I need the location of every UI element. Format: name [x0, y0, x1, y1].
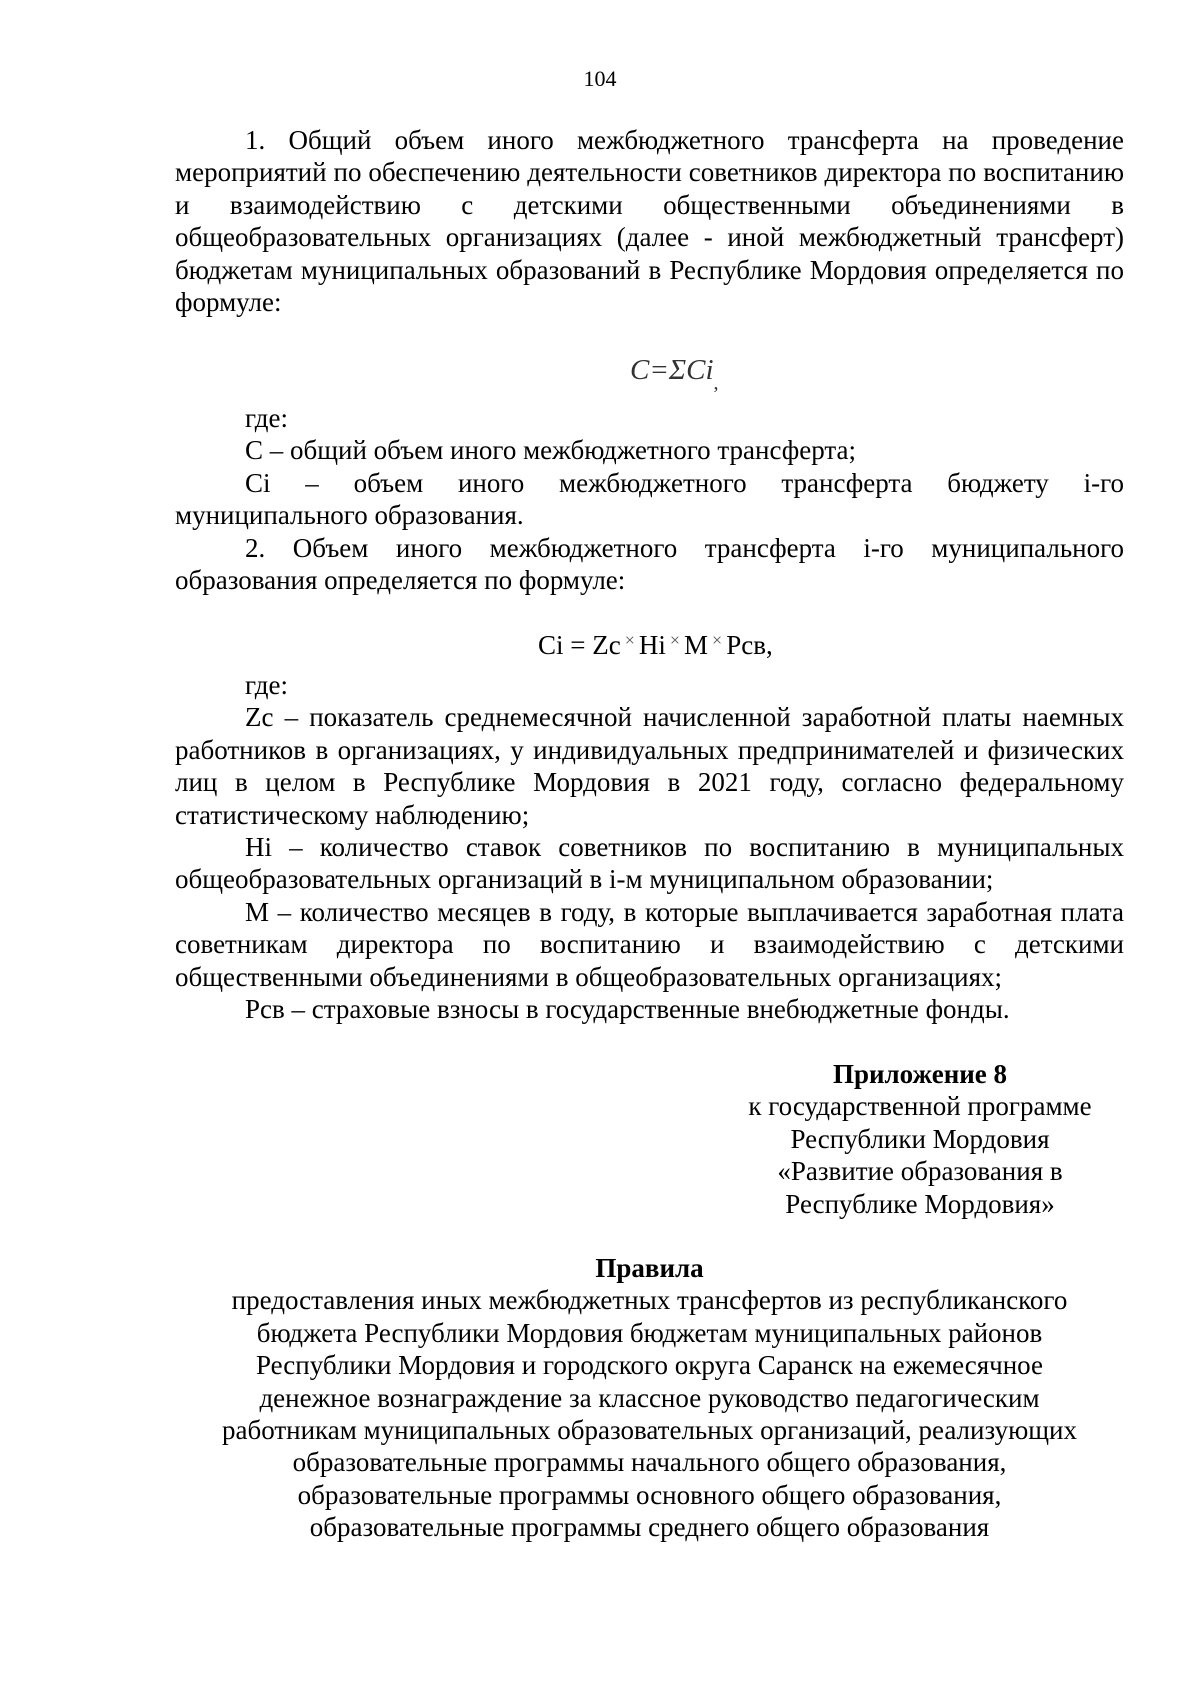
paragraph-1: 1. Общий объем иного межбюджетного трансферта на проведение мероприятий по обеспечению деятельности советников директора по воспитанию и взаимодействию с детскими общественными объединениями в общеобразовательных организациях (далее - иной межбюджетный трансферт) бюджетам муниципальных образований в Республике Мордовия определяется по формуле:: [175, 125, 1124, 318]
formula-municipal-transfer: [538, 629, 773, 664]
multiply-sign: ×: [712, 630, 723, 650]
section-1: [175, 124, 1124, 318]
where-label-1: где:: [245, 403, 288, 433]
rules-line: бюджета Республики Мордовия бюджетам муниципальных районов: [256, 1317, 1043, 1348]
formula-total-transfer: [630, 354, 719, 394]
rules-line: образовательные программы среднего общего образования: [309, 1512, 990, 1543]
multiply-sign: ×: [669, 630, 681, 650]
rules-line: предоставления иных межбюджетных трансфертов из республиканского: [231, 1285, 1068, 1316]
definition-hi: Hi – количество ставок советников по воспитанию в муниципальных общеобразовательных организаций в i-м муниципальном образовании;: [175, 832, 1124, 895]
page-number: 104: [583, 66, 617, 91]
multiply-sign: ×: [624, 630, 635, 650]
appendix-line: Республике Мордовия»: [785, 1188, 1055, 1219]
paragraph-2: 2. Объем иного межбюджетного трансферта i-го муниципального образования определяется по формуле:: [175, 532, 1124, 596]
definition-zc: Zc – показатель среднемесячной начисленной заработной платы наемных работников в организациях, у индивидуальных предпринимателей и физических лиц в целом в Республике Мордовия в 2021 году, согласно федеральному статистическому наблюдению;: [175, 702, 1124, 830]
appendix-line: «Развитие образования в: [777, 1156, 1063, 1187]
rules-line: денежное вознаграждение за классное руководство педагогическим: [259, 1382, 1040, 1413]
rules-line: образовательные программы начального общего образования,: [292, 1447, 1007, 1478]
rules-line: работникам муниципальных образовательных организаций, реализующих: [221, 1415, 1077, 1446]
formula-2-part-1: Ci = Zc: [538, 630, 621, 660]
appendix-line: Республики Мордовия: [790, 1123, 1050, 1154]
formula-2-part-2: Hi: [638, 630, 666, 660]
where-label-2: где:: [245, 670, 288, 700]
appendix-header: [720, 1058, 1120, 1220]
formula-2-part-3: M: [684, 630, 709, 660]
section-3: [175, 669, 1124, 1025]
definition-c: С – общий объем иного межбюджетного трансферта;: [245, 435, 857, 466]
rules-title: Правила: [595, 1253, 704, 1283]
section-2: [175, 402, 1124, 596]
rules-line: образовательные программы основного общего образования,: [297, 1479, 1002, 1510]
definition-m: М – количество месяцев в году, в которые выплачивается заработная плата советникам директора по воспитанию и взаимодействию с детскими общественными объединениями в общеобразовательных организациях;: [175, 896, 1124, 992]
rules-header: [175, 1252, 1124, 1544]
definition-rsv: Рсв – страховые взносы в государственные внебюджетные фонды.: [245, 994, 1010, 1025]
formula-2-part-4: Рсв,: [726, 630, 773, 660]
definition-ci: Ci – объем иного межбюджетного трансферта бюджету i-го муниципального образования.: [175, 467, 1124, 531]
formula-1-comma: ,: [713, 372, 719, 394]
rules-line: Республики Мордовия и городского округа Саранск на ежемесячное: [255, 1350, 1043, 1381]
appendix-line: к государственной программе: [748, 1091, 1092, 1122]
formula-1-text: C=ΣCi: [630, 354, 714, 386]
appendix-title: Приложение 8: [832, 1059, 1008, 1089]
